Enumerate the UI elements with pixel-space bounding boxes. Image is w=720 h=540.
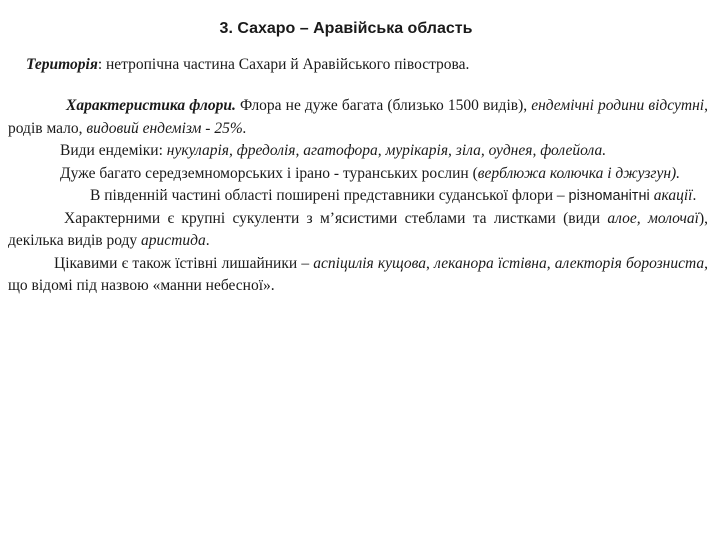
- flora-italic-1: ендемічні родини відсутні: [531, 97, 705, 114]
- sudan-text-1: В південній частині області поширені представники суданської флори –: [90, 187, 569, 204]
- mediterranean-paragraph: [8, 163, 708, 186]
- sudan-text-2: різноманітні: [568, 188, 654, 204]
- lichens-italic-1: аспіцилія кущова: [313, 254, 427, 272]
- endemics-list: нукуларія, фредолія, агатофора, мурікарія, зіла, оуднея, фолейола.: [166, 142, 607, 159]
- flora-text-1: Флора не дуже багата (близько 1500 видів),: [235, 97, 532, 114]
- lichens-text-1: Цікавими є також їстівні лишайники –: [54, 254, 314, 272]
- flora-label: Характеристика флори.: [66, 97, 236, 114]
- lichens-italic-3: алекторія борозниста: [554, 254, 705, 272]
- lichens-text-4: , що відомі під назвою «манни небесної».: [8, 254, 709, 294]
- lichens-paragraph: [8, 253, 708, 298]
- succulents-text-1: Характерними є крупні сукуленти з м’ясистими стеблами та листками (види: [64, 209, 608, 227]
- slide-title: 3. Сахаро – Аравійська область: [219, 20, 473, 37]
- succulents-text-2: ), декілька видів роду: [8, 209, 708, 249]
- territory-label: Територія: [26, 56, 98, 73]
- endemics-text: Види ендеміки:: [60, 142, 167, 159]
- flora-paragraph: [8, 95, 708, 140]
- succulents-italic-2: аристида: [141, 232, 206, 249]
- sudan-paragraph: [8, 185, 708, 208]
- body-text: [8, 95, 708, 298]
- lichens-text-2: ,: [426, 254, 435, 272]
- succulents-italic-1: алое, молочаї: [607, 209, 699, 227]
- sudan-text-3: .: [692, 187, 697, 204]
- territory-text: : нетропічна частина Сахари й Аравійського півострова.: [97, 56, 470, 73]
- mediterranean-text: Дуже багато середземноморських і ірано - туранських рослин (: [60, 164, 478, 182]
- flora-italic-2: видовий ендемізм - 25%.: [86, 119, 247, 137]
- endemics-paragraph: [8, 140, 708, 163]
- lichens-italic-2: леканора їстівна: [434, 254, 547, 272]
- territory-line: [26, 56, 706, 74]
- succulents-text-3: .: [205, 232, 210, 249]
- succulents-paragraph: [8, 208, 708, 253]
- flora-text-2: , родів мало,: [8, 97, 708, 137]
- lichens-text-3: ,: [546, 254, 555, 272]
- mediterranean-italic: верблюжа колючка і джузгун).: [477, 164, 681, 182]
- sudan-italic: акації: [653, 187, 693, 204]
